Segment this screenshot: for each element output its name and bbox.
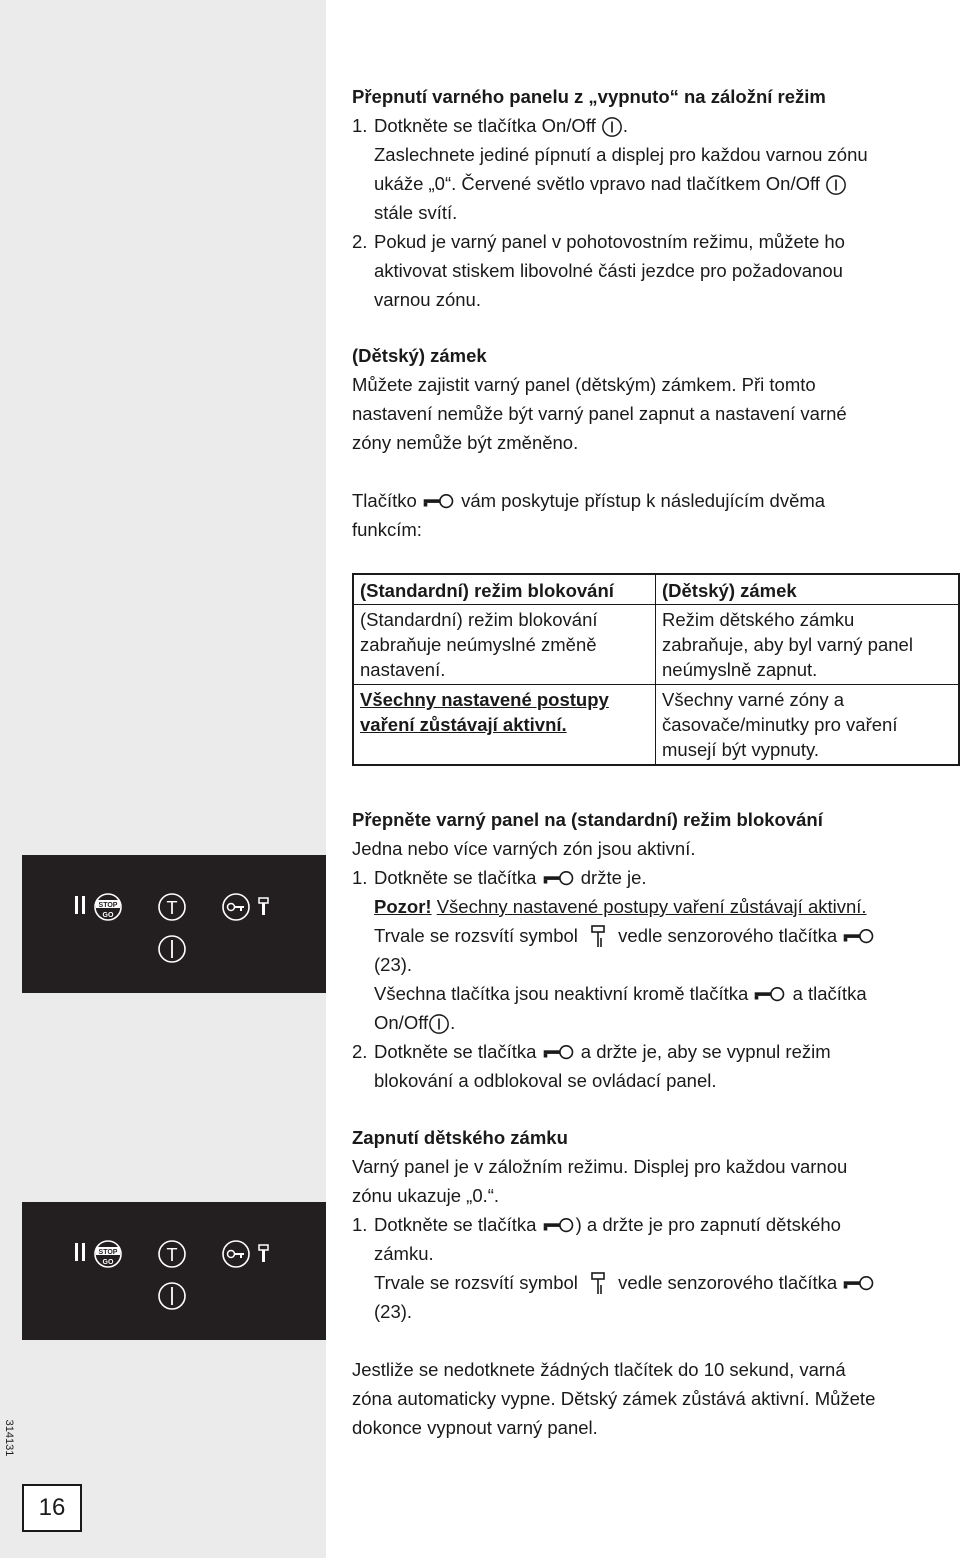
go-label: GO — [102, 1259, 114, 1266]
stop-label: STOP — [98, 902, 118, 909]
key-icon — [542, 1217, 576, 1235]
timer-label: T — [166, 1245, 178, 1265]
paragraph-line: Varný panel je v záložním režimu. Displej pro každou varnou — [352, 1156, 848, 1177]
step-text: Dotkněte se tlačítka — [374, 1041, 537, 1062]
step-text: vedle senzorového tlačítka — [618, 1272, 838, 1293]
paragraph-line: zóny nemůže být změněno. — [352, 432, 579, 453]
table-header: (Dětský) zámek — [662, 580, 797, 601]
table-cell — [354, 685, 656, 764]
table-row — [354, 684, 958, 764]
stop-go-icon — [95, 1241, 121, 1267]
section-title: Přepněte varný panel na (standardní) režim blokování — [352, 809, 823, 830]
cell-line: nastavení. — [360, 659, 446, 680]
lock-symbol-icon — [259, 1245, 268, 1262]
step-number: 2. — [352, 231, 368, 252]
control-panel-illustration-1 — [22, 855, 326, 993]
table-cell — [354, 605, 656, 684]
key-icon — [542, 870, 576, 888]
paragraph-line: zónu ukazuje „0.“. — [352, 1185, 500, 1206]
step-text: Pokud je varný panel v pohotovostním režimu, můžete ho — [374, 231, 845, 252]
cell-line: neúmyslně zapnut. — [662, 659, 818, 680]
cell-line: Všechny varné zóny a — [662, 689, 845, 710]
section-standard-lock — [352, 805, 952, 1095]
power-icon — [825, 174, 847, 196]
key-button-icon — [223, 1241, 249, 1267]
step-text: Dotkněte se tlačítka On/Off — [374, 115, 596, 136]
step-text: Trvale se rozsvítí symbol — [374, 925, 578, 946]
step-text: Všechna tlačítka jsou neaktivní kromě tlačítka — [374, 983, 749, 1004]
step-text: aktivovat stiskem libovolné části jezdce pro požadovanou — [374, 260, 843, 281]
key-icon — [753, 986, 787, 1004]
step-text: (23). — [374, 1301, 413, 1322]
step-number: 1. — [352, 115, 368, 136]
step-number: 2. — [352, 1041, 368, 1062]
paragraph-line: Můžete zajistit varný panel (dětským) zámkem. Při tomto — [352, 374, 816, 395]
warning-label: Pozor! — [374, 896, 432, 917]
cell-line: časovače/minutky pro vaření — [662, 714, 898, 735]
step-text: držte je. — [580, 867, 647, 888]
section-child-lock-intro — [352, 341, 952, 457]
step-text: zámku. — [374, 1243, 434, 1264]
paragraph-line: nastavení nemůže být varný panel zapnut a nastavení varné — [352, 403, 847, 424]
power-icon — [428, 1013, 450, 1035]
step-text: stále svítí. — [374, 202, 458, 223]
paragraph-line: dokonce vypnout varný panel. — [352, 1417, 598, 1438]
cell-line: musejí být vypnuty. — [662, 739, 819, 760]
page-number: 16 — [22, 1484, 82, 1532]
table-cell — [656, 685, 956, 764]
key-icon — [842, 1275, 876, 1293]
lock-symbol-icon — [583, 925, 613, 949]
timer-icon — [159, 894, 185, 920]
sidebar-strip — [0, 0, 326, 1558]
timer-icon — [159, 1241, 185, 1267]
step-text: blokování a odblokoval se ovládací panel. — [374, 1070, 717, 1091]
step-text: Dotkněte se tlačítka — [374, 1214, 537, 1235]
power-icon — [159, 936, 185, 962]
section-enable-child-lock — [352, 1123, 952, 1326]
cell-line: (Standardní) režim blokování — [360, 609, 598, 630]
control-panel-illustration-2 — [22, 1202, 326, 1340]
cell-line: Režim dětského zámku — [662, 609, 855, 630]
step-text: Dotkněte se tlačítka — [374, 867, 537, 888]
step-number: 1. — [352, 867, 368, 888]
warning-text: Všechny nastavené postupy vaření zůstávají aktivní. — [436, 896, 867, 917]
section-title: (Dětský) zámek — [352, 345, 487, 366]
key-button-icon — [223, 894, 249, 920]
step-text: ) a držte je pro zapnutí dětského — [575, 1214, 841, 1235]
cell-line: vaření zůstávají aktivní. — [360, 714, 567, 735]
section-title: Zapnutí dětského zámku — [352, 1127, 568, 1148]
step-text: a držte je, aby se vypnul režim — [580, 1041, 831, 1062]
cell-line: zabraňuje neúmyslné změně — [360, 634, 597, 655]
section-auto-off — [352, 1355, 952, 1442]
stop-label: STOP — [98, 1249, 118, 1256]
paragraph-text: vám poskytuje přístup k následujícím dvěma — [461, 490, 826, 511]
table-row — [354, 575, 958, 604]
cell-line: Všechny nastavené postupy — [360, 689, 609, 710]
table-header: (Standardní) režim blokování — [354, 575, 656, 604]
paragraph-line: Jedna nebo více varných zón jsou aktivní. — [352, 838, 696, 859]
paragraph-line: zóna automaticky vypne. Dětský zámek zůstává aktivní. Můžete — [352, 1388, 876, 1409]
key-icon — [542, 1044, 576, 1062]
lock-symbol-icon — [259, 898, 268, 915]
section-standby — [352, 82, 952, 314]
step-text: (23). — [374, 954, 413, 975]
document-code: 314131 — [3, 1419, 15, 1457]
step-text: vedle senzorového tlačítka — [618, 925, 838, 946]
go-label: GO — [102, 912, 114, 919]
section-key-button — [352, 486, 952, 544]
paragraph-text: Tlačítko — [352, 490, 417, 511]
step-text: a tlačítka — [792, 983, 867, 1004]
cell-line: zabraňuje, aby byl varný panel — [662, 634, 913, 655]
paragraph-line: Jestliže se nedotknete žádných tlačítek do 10 sekund, varná — [352, 1359, 846, 1380]
step-number: 1. — [352, 1214, 368, 1235]
step-text: Zaslechnete jediné pípnutí a displej pro každou varnou zónu — [374, 144, 868, 165]
key-icon — [842, 928, 876, 946]
section-title: Přepnutí varného panelu z „vypnuto“ na záložní režim — [352, 86, 826, 107]
comparison-table — [352, 573, 960, 766]
step-text: varnou zónu. — [374, 289, 481, 310]
step-text: On/Off — [374, 1012, 429, 1033]
lock-symbol-icon — [583, 1272, 613, 1296]
step-text: . — [622, 115, 629, 136]
paragraph-line: funkcím: — [352, 519, 422, 540]
table-row — [354, 604, 958, 684]
step-text: . — [450, 1012, 456, 1033]
power-icon — [159, 1283, 185, 1309]
step-text: Trvale se rozsvítí symbol — [374, 1272, 578, 1293]
timer-label: T — [166, 898, 178, 918]
key-icon — [422, 493, 456, 511]
stop-go-icon — [95, 894, 121, 920]
step-text: ukáže „0“. Červené světlo vpravo nad tlačítkem On/Off — [374, 173, 820, 194]
table-cell — [656, 605, 956, 684]
power-icon — [601, 116, 623, 138]
